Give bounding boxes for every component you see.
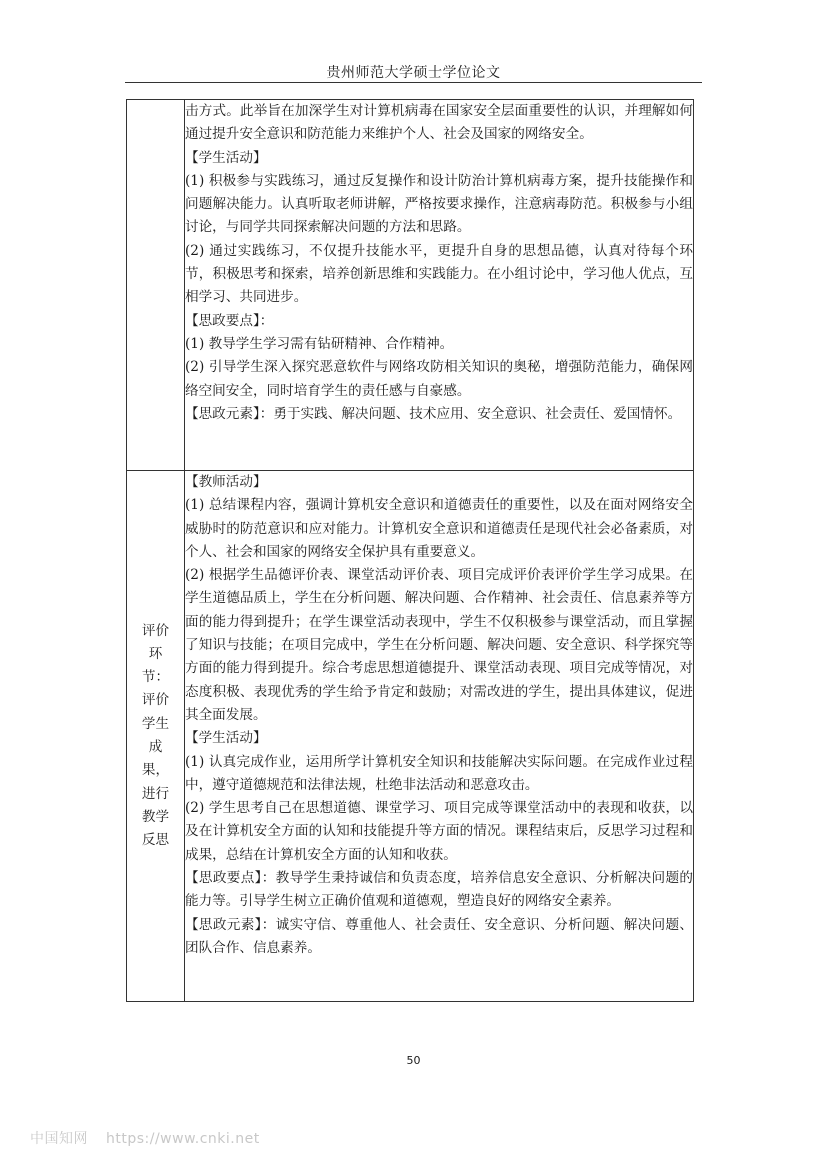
section-label-cell: [127, 100, 185, 471]
paragraph: 【思政元素】：诚实守信、尊重他人、社会责任、安全意识、分析问题、解决问题、团队合作、信息素养。: [185, 916, 693, 956]
section-label: 评价环节：评价学生成果，进行教学反思: [141, 622, 170, 849]
header-divider: [125, 82, 702, 83]
watermark-url: https://www.cnki.net: [106, 1131, 260, 1147]
table-row: [127, 471, 694, 1002]
paragraph: (1) 积极参与实践练习，通过反复操作和设计防治计算机病毒方案，提升技能操作和问题解决能力。认真听取老师讲解，严格按要求操作，注意病毒防范。积极参与小组讨论，与同学共同探索解决问题的方法和思路。: [185, 172, 693, 236]
paragraph: (2) 学生思考自己在思想道德、课堂学习、项目完成等课堂活动中的表现和收获，以及在计算机安全方面的认知和技能提升等方面的情况。课程结束后，反思学习过程和成果，总结在计算机安全方面的认知和收获。: [185, 800, 693, 863]
subheading-student-activity: 【学生活动】: [185, 149, 267, 166]
paragraph: (1) 总结课程内容，强调计算机安全意识和道德责任的重要性，以及在面对网络安全威胁时的防范意识和应对能力。计算机安全意识和道德责任是现代社会必备素质，对个人、社会和国家的网络安全保护具有重要意义。: [185, 497, 693, 560]
paragraph: (1) 教导学生学习需有钻研精神、合作精神。: [185, 335, 454, 352]
subheading-student-activity: 【学生活动】: [185, 730, 267, 747]
paragraph: (2) 通过实践练习，不仅提升技能水平，更提升自身的思想品德，认真对待每个环节，积极思考和探索，培养创新思维和实践能力。在小组讨论中，学习他人优点，互相学习、共同进步。: [185, 242, 693, 306]
watermark-brand: 中国知网: [30, 1131, 88, 1147]
paragraph: (2) 根据学生品德评价表、课堂活动评价表、项目完成评价表评价学生学习成果。在学生道德品质上，学生在分析问题、解决问题、合作精神、社会责任、信息素养等方面的能力得到提升；在学生课堂活动表现中，学生不仅积极参与课堂活动，而且掌握了知识与技能；在项目完成中，学生在分析问题、解决问题、安全意识、科学探究等方面的能力得到提升。综合考虑思想道德提升、课堂活动表现、项目完成等情况，对态度积极、表现优秀的学生给予肯定和鼓励；对需改进的学生，提出具体建议，促进其全面发展。: [185, 567, 693, 723]
paragraph: 【思政元素】：勇于实践、解决问题、技术应用、安全意识、社会责任、爱国情怀。: [185, 405, 682, 422]
lesson-plan-table: [126, 99, 694, 1002]
paragraph: 【思政要点】：教导学生秉持诚信和负责态度，培养信息安全意识、分析解决问题的能力等。引导学生树立正确价值观和道德观，塑造良好的网络安全素养。: [185, 870, 693, 910]
section-content-cell: [185, 471, 694, 1002]
subheading-ideology-points: 【思政要点】：: [185, 312, 274, 329]
paragraph: 击方式。此举旨在加深学生对计算机病毒在国家安全层面重要性的认识，并理解如何通过提升安全意识和防范能力来维护个人、社会及国家的网络安全。: [185, 103, 693, 143]
table-row: [127, 100, 694, 471]
subheading-teacher-activity: 【教师活动】: [185, 474, 267, 490]
section-content-cell: [185, 100, 694, 471]
watermark: [30, 1128, 260, 1148]
section-label-cell: [127, 471, 185, 1002]
paragraph: (2) 引导学生深入探究恶意软件与网络攻防相关知识的奥秘，增强防范能力，确保网络空间安全，同时培育学生的责任感与自豪感。: [185, 359, 693, 399]
page-number: 50: [406, 1054, 421, 1067]
paragraph: (1) 认真完成作业，运用所学计算机安全知识和技能解决实际问题。在完成作业过程中，遵守道德规范和法律法规，杜绝非法活动和恶意攻击。: [185, 753, 693, 793]
page-header-title: 贵州师范大学硕士学位论文: [326, 65, 501, 81]
